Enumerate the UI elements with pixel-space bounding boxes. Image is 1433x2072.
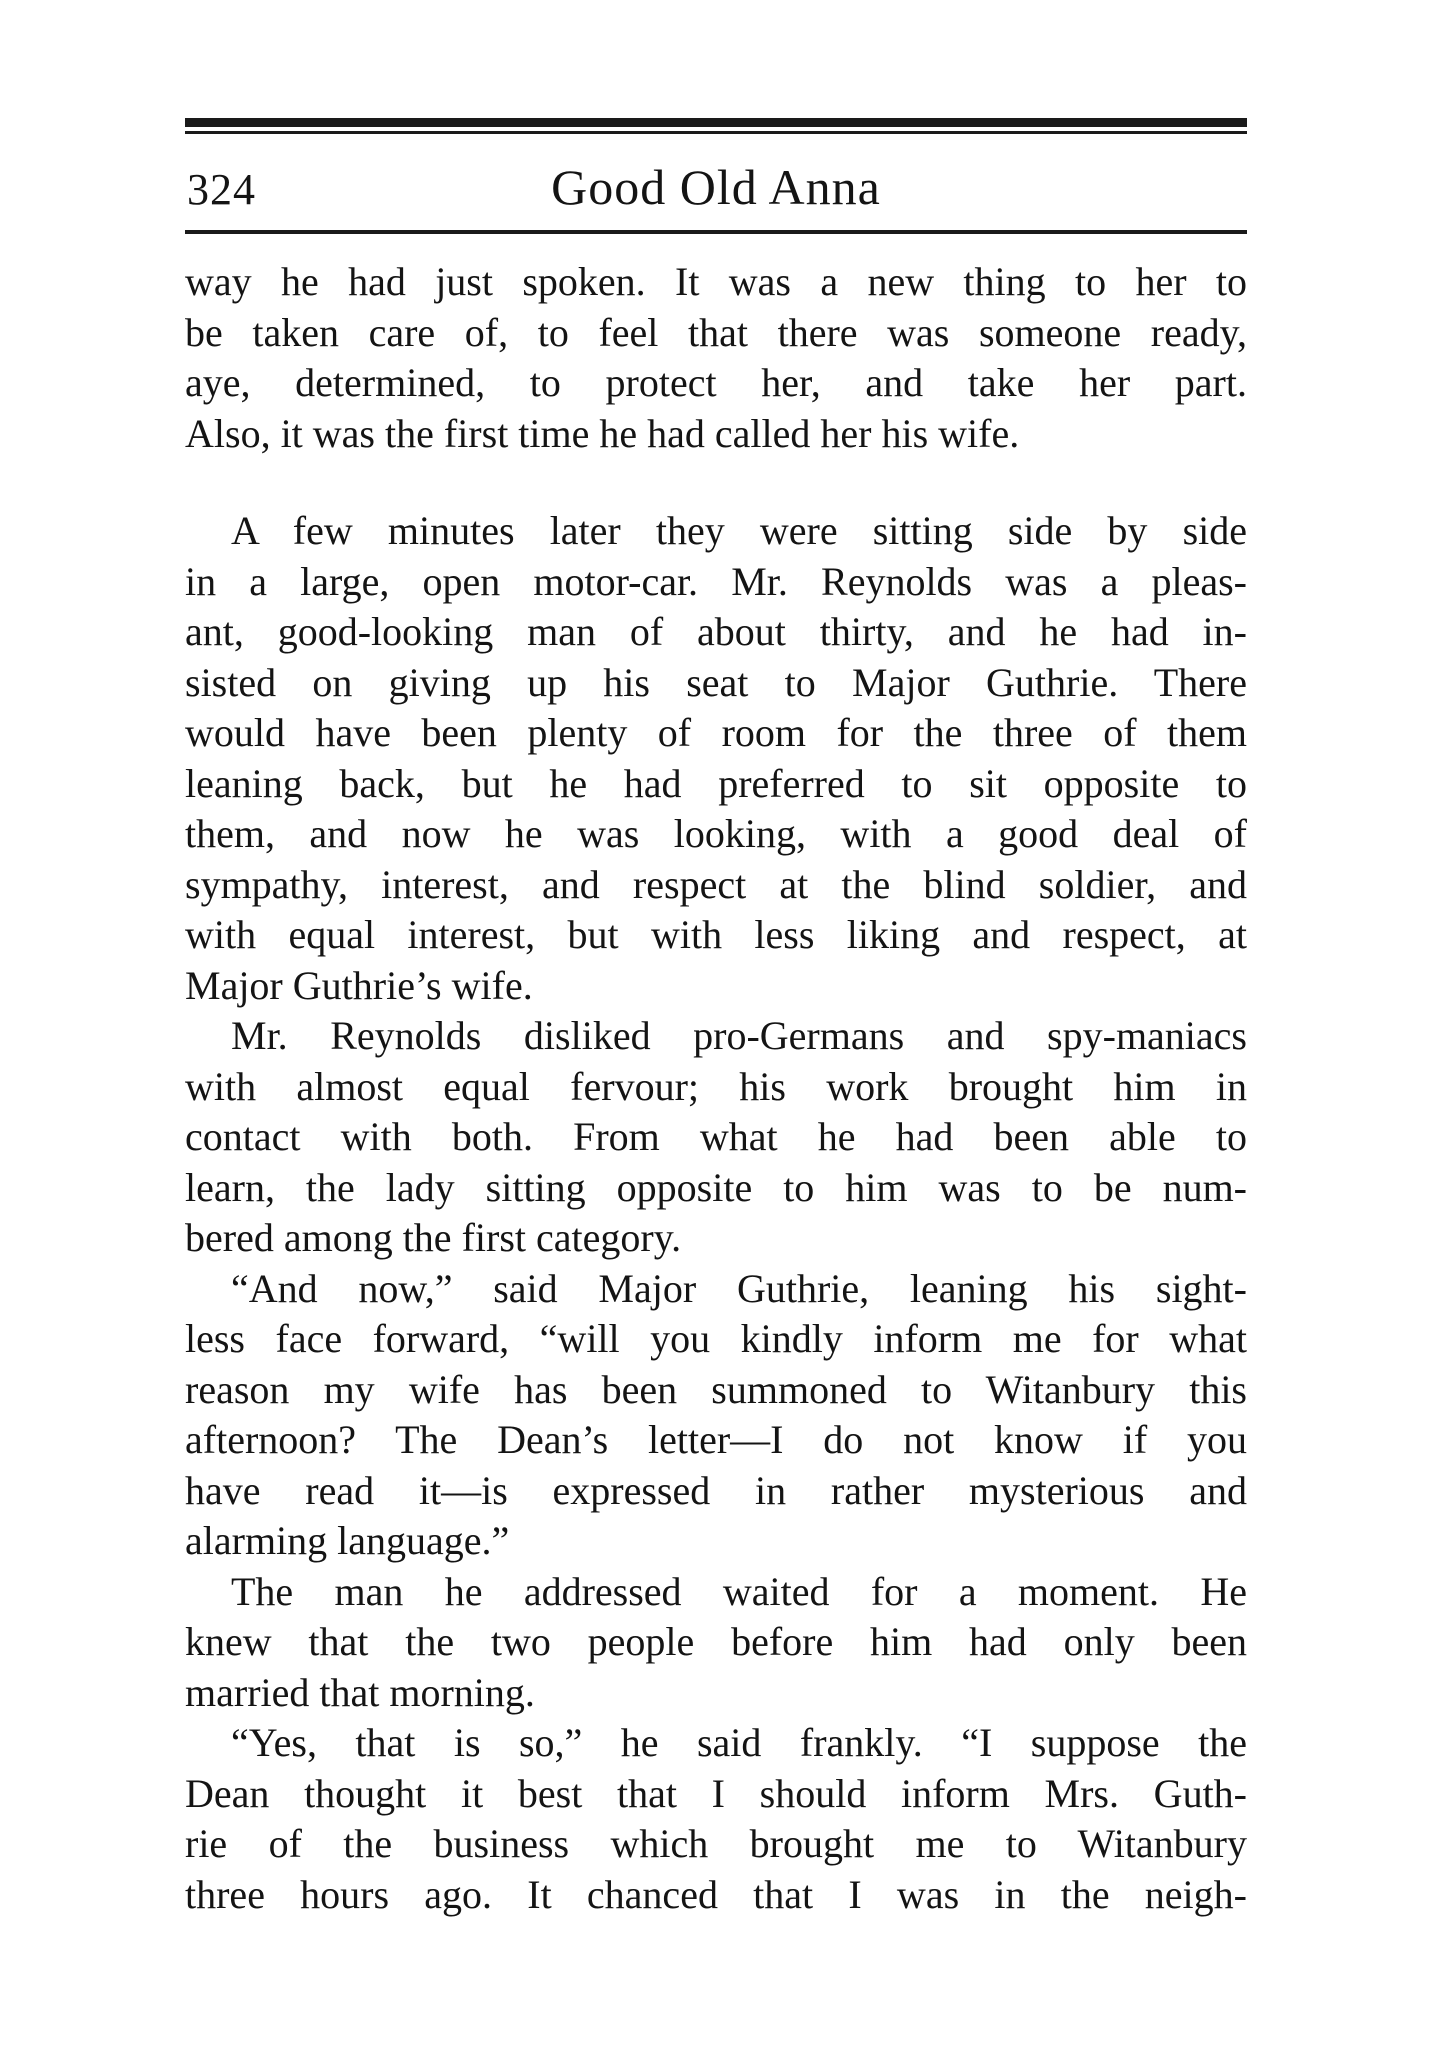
text-line: have read it—is expressed in rather mysterious and: [185, 1467, 1247, 1513]
text-line: Dean thought it best that I should inform Mrs. Guth-: [185, 1770, 1247, 1816]
text-line: reason my wife has been summoned to Witanbury this: [185, 1366, 1247, 1412]
text-line: less face forward, “will you kindly inform me for what: [185, 1316, 1247, 1361]
text-line: them, and now he was looking, with a good deal of: [185, 811, 1247, 856]
paragraph-3: [185, 1011, 1247, 1264]
text-line: sympathy, interest, and respect at the blind soldier, and: [185, 861, 1247, 907]
paragraph-5: [185, 1567, 1247, 1719]
text-line: A few minutes later they were sitting side by side: [231, 508, 1247, 553]
text-line: would have been plenty of room for the three of them: [185, 710, 1247, 755]
text-line: Mr. Reynolds disliked pro-Germans and spy-maniacs: [231, 1013, 1247, 1058]
text-line: with almost equal fervour; his work brought him in: [185, 1063, 1247, 1109]
text-line: afternoon? The Dean’s letter—I do not know if you: [185, 1417, 1247, 1462]
page-number: 324: [187, 165, 256, 214]
text-line: rie of the business which brought me to Witanbury: [185, 1821, 1247, 1866]
paragraph-6: [185, 1718, 1247, 1920]
text-line: way he had just spoken. It was a new thing to her to: [185, 259, 1247, 304]
header-rule-bottom: [185, 230, 1247, 234]
text-line: “And now,” said Major Guthrie, leaning his sight-: [231, 1265, 1247, 1311]
text-line: be taken care of, to feel that there was someone ready,: [185, 309, 1247, 355]
text-line: married that morning.: [185, 1669, 535, 1715]
text-line: “Yes, that is so,” he said frankly. “I suppose the: [231, 1720, 1247, 1765]
text-line: aye, determined, to protect her, and take her part.: [185, 360, 1247, 405]
text-line: learn, the lady sitting opposite to him was to be num-: [185, 1164, 1247, 1210]
text-line: bered among the first category.: [185, 1215, 682, 1260]
text-line: alarming language.”: [185, 1518, 510, 1563]
text-line: leaning back, but he had preferred to sit opposite to: [185, 760, 1247, 806]
text-line: contact with both. From what he had been able to: [185, 1114, 1247, 1159]
text-line: three hours ago. It chanced that I was in the neigh-: [185, 1871, 1247, 1917]
text-line: The man he addressed waited for a moment. He: [231, 1568, 1247, 1614]
text-line: knew that the two people before him had only been: [185, 1619, 1247, 1664]
text-line: in a large, open motor-car. Mr. Reynolds was a pleas-: [185, 558, 1247, 604]
text-line: Also, it was the first time he had called her his wife.: [185, 410, 1020, 456]
running-header: [185, 148, 1247, 228]
paragraph-4: [185, 1264, 1247, 1567]
header-rule-thick: [185, 118, 1247, 127]
text-line: sisted on giving up his seat to Major Guthrie. There: [185, 659, 1247, 705]
running-title: Good Old Anna: [551, 159, 881, 215]
header-rule-thin: [185, 131, 1247, 134]
paragraph-1: [185, 257, 1247, 459]
text-line: Major Guthrie’s wife.: [185, 962, 533, 1008]
text-line: with equal interest, but with less liking and respect, at: [185, 912, 1247, 957]
body-text: [185, 506, 1247, 1920]
paragraph-2: [185, 506, 1247, 1011]
text-line: ant, good-looking man of about thirty, and he had in-: [185, 609, 1247, 654]
